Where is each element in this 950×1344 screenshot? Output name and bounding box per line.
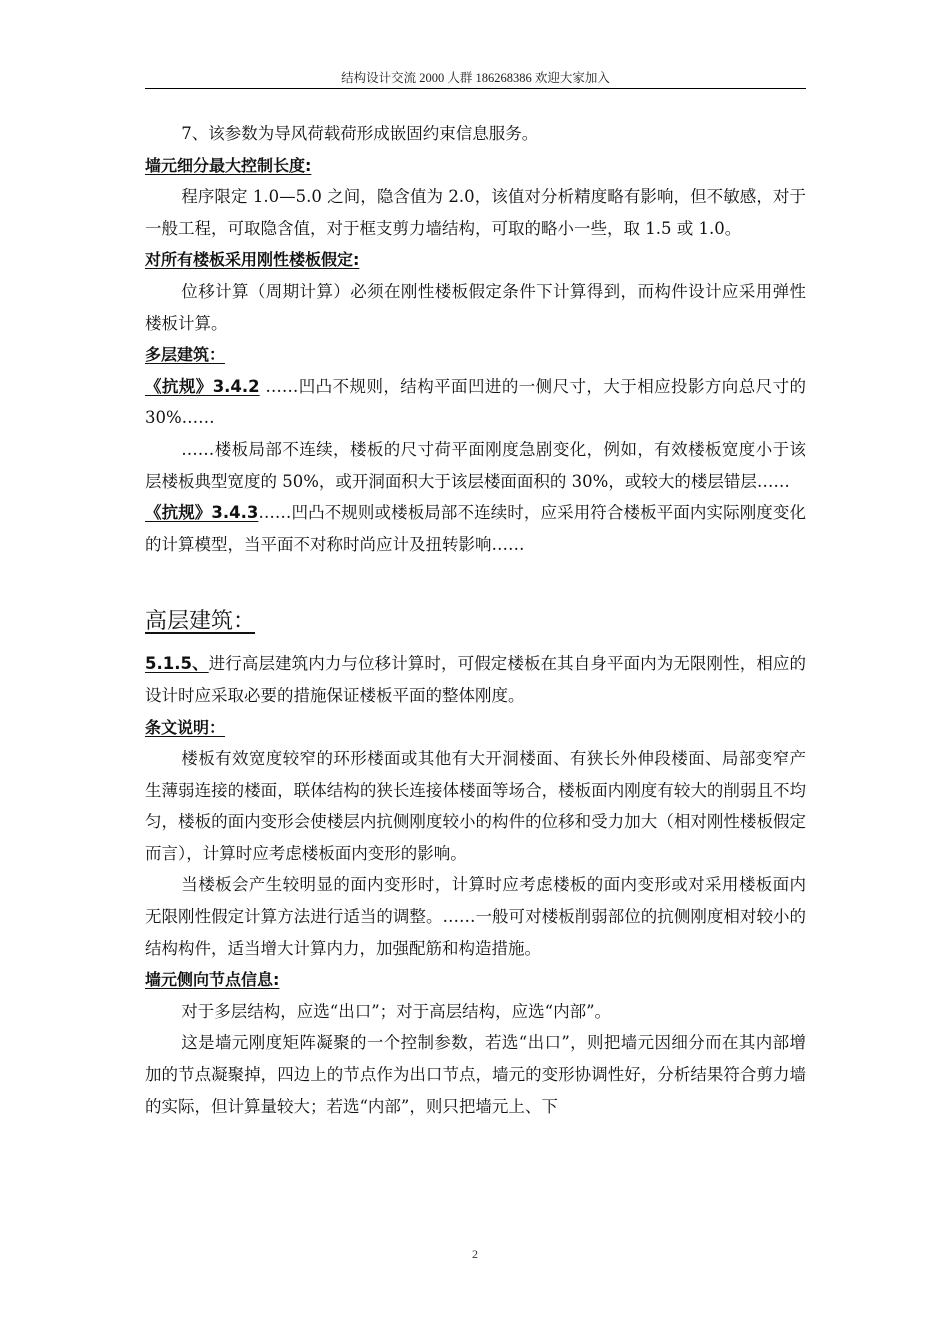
page-number: 2	[472, 1247, 478, 1261]
paragraph: 对于多层结构，应选“出口”；对于高层结构，应选“内部”。	[181, 1001, 612, 1021]
paragraph-with-reference	[145, 371, 806, 434]
section-heading	[145, 244, 806, 276]
code-reference: 《抗规》3.4.3	[145, 503, 259, 523]
code-reference: 5.1.5、	[145, 654, 209, 674]
paragraph-text: ……凹凸不规则或楼板局部不连续时，应采用符合楼板平面内实际刚度变化的计算模型，当平面不对称时尚应计及扭转影响……	[145, 503, 807, 554]
section-heading-text: 墙元侧向节点信息:	[145, 970, 280, 990]
paragraph: ……楼板局部不连续，楼板的尺寸荷平面刚度急剧变化，例如，有效楼板宽度小于该层楼板典型宽度的 50%，或开洞面积大于该层楼面面积的 30%，或较大的楼层错层……	[145, 439, 806, 491]
section-heading	[145, 712, 806, 744]
section-heading	[145, 964, 806, 996]
paragraph-text: 进行高层建筑内力与位移计算时，可假定楼板在其自身平面内为无限刚性，相应的设计时应采取必要的措施保证楼板平面的整体刚度。	[145, 654, 806, 705]
section-heading-text: 条文说明：	[145, 717, 226, 737]
code-reference: 《抗规》3.4.2	[145, 376, 260, 396]
section-heading-text: 多层建筑：	[145, 345, 226, 365]
paragraph-with-reference	[145, 648, 806, 711]
paragraph-with-reference	[145, 497, 806, 560]
paragraph: 位移计算（周期计算）必须在刚性楼板假定条件下计算得到，而构件设计应采用弹性楼板计算。	[145, 281, 806, 333]
major-heading-text: 高层建筑：	[145, 609, 256, 635]
paragraph: 7、该参数为导风荷载荷形成嵌固约束信息服务。	[181, 124, 539, 143]
section-heading-text: 墙元细分最大控制长度:	[145, 155, 312, 175]
page-header: 结构设计交流 2000 人群 186268386 欢迎大家加入	[341, 71, 610, 85]
major-heading	[145, 604, 806, 640]
section-heading-text: 对所有楼板采用刚性楼板假定:	[145, 250, 360, 270]
paragraph: 当楼板会产生较明显的面内变形时，计算时应考虑楼板的面内变形或对采用楼板面内无限刚性假定计算方法进行适当的调整。……一般可对楼板削弱部位的抗侧刚度相对较小的结构构件，适当增大计算内力，加强配筋和构造措施。	[145, 875, 806, 958]
header-rule	[145, 88, 806, 89]
paragraph: 楼板有效宽度较窄的环形楼面或其他有大开洞楼面、有狭长外伸段楼面、局部变窄产生薄弱连接的楼面，联体结构的狭长连接体楼面等场合，楼板面内刚度有较大的削弱且不均匀，楼板的面内变形会使楼层内抗侧刚度较小的构件的位移和受力加大（相对刚性楼板假定而言），计算时应考虑楼板面内变形的影响。	[145, 749, 806, 863]
paragraph: 程序限定 1.0—5.0 之间，隐含值为 2.0，该值对分析精度略有影响，但不敏感，对于一般工程，可取隐含值，对于框支剪力墙结构，可取的略小一些，取 1.5 或 1.0。	[145, 187, 806, 238]
section-heading	[145, 150, 806, 182]
page-content	[145, 118, 806, 1122]
section-heading	[145, 339, 806, 371]
paragraph-text: ……凹凸不规则，结构平面凹进的一侧尺寸，大于相应投影方向总尺寸的 30%……	[145, 376, 806, 428]
paragraph: 这是墙元刚度矩阵凝聚的一个控制参数，若选“出口”，则把墙元因细分而在其内部增加的节点凝聚掉，四边上的节点作为出口节点，墙元的变形协调性好，分析结果符合剪力墙的实际，但计算量较大；若选“内部”，则只把墙元上、下	[145, 1033, 806, 1116]
